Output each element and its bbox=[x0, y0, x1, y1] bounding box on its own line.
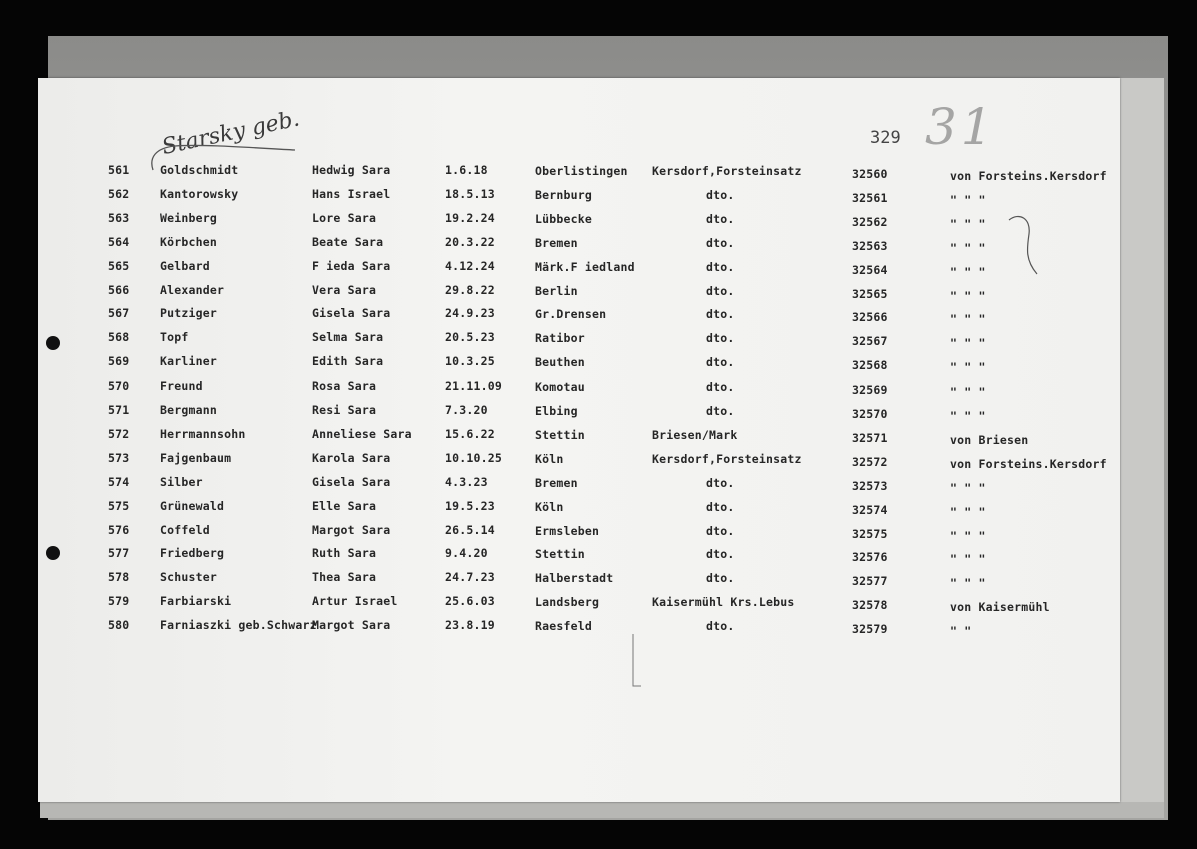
row-prisoner-number: 32576 bbox=[852, 550, 888, 565]
row-first-name: Edith Sara bbox=[312, 354, 384, 369]
row-prisoner-number: 32577 bbox=[852, 574, 888, 589]
row-first-name: Gisela Sara bbox=[312, 474, 391, 489]
row-camp: dto. bbox=[706, 523, 735, 538]
row-first-name: Vera Sara bbox=[312, 282, 377, 297]
row-camp: dto. bbox=[706, 307, 735, 322]
row-origin: " " " bbox=[950, 504, 986, 519]
row-birth-date: 10.10.25 bbox=[445, 450, 502, 465]
row-origin: " " " bbox=[950, 192, 986, 207]
row-prisoner-number: 32568 bbox=[852, 358, 888, 373]
row-origin: " " " bbox=[950, 480, 986, 495]
row-birth-date: 24.7.23 bbox=[445, 570, 495, 585]
row-birth-date: 29.8.22 bbox=[445, 282, 495, 297]
row-first-name: Resi Sara bbox=[312, 403, 377, 417]
row-camp: dto. bbox=[706, 547, 735, 562]
row-entry-number: 568 bbox=[108, 330, 130, 345]
row-birthplace: Ermsleben bbox=[535, 523, 600, 538]
row-surname: Silber bbox=[160, 474, 203, 489]
row-first-name: Hedwig Sara bbox=[312, 163, 391, 177]
row-camp: dto. bbox=[706, 499, 735, 514]
row-entry-number: 579 bbox=[108, 594, 130, 609]
row-birth-date: 21.11.09 bbox=[445, 379, 502, 394]
row-first-name: Thea Sara bbox=[312, 570, 377, 585]
row-surname: Alexander bbox=[160, 282, 225, 297]
row-first-name: Elle Sara bbox=[312, 498, 377, 513]
row-birth-date: 18.5.13 bbox=[445, 186, 495, 201]
row-first-name: Anneliese Sara bbox=[312, 426, 412, 441]
row-prisoner-number: 32567 bbox=[852, 334, 888, 349]
row-entry-number: 573 bbox=[108, 450, 130, 465]
row-first-name: Rosa Sara bbox=[312, 379, 377, 394]
row-birthplace: Märk.F iedland bbox=[535, 259, 635, 274]
row-birthplace: Landsberg bbox=[535, 595, 600, 610]
row-first-name: Hans Israel bbox=[312, 186, 391, 201]
row-prisoner-number: 32570 bbox=[852, 407, 888, 421]
row-prisoner-number: 32560 bbox=[852, 167, 888, 181]
row-camp: Kersdorf,Forsteinsatz bbox=[652, 451, 802, 466]
row-birth-date: 10.3.25 bbox=[445, 354, 495, 369]
row-camp: dto. bbox=[706, 355, 735, 370]
row-birthplace: Raesfeld bbox=[535, 619, 592, 634]
row-birth-date: 25.6.03 bbox=[445, 594, 495, 609]
row-camp: Briesen/Mark bbox=[652, 427, 738, 442]
row-origin: " " " bbox=[950, 409, 986, 423]
row-prisoner-number: 32561 bbox=[852, 190, 888, 205]
row-camp: dto. bbox=[706, 404, 735, 418]
row-surname: Farniaszki geb.Schwarz bbox=[160, 618, 317, 633]
row-birthplace: Komotau bbox=[535, 380, 585, 395]
row-origin: " " " bbox=[950, 336, 986, 351]
row-entry-number: 574 bbox=[108, 474, 130, 489]
row-first-name: Ruth Sara bbox=[312, 546, 377, 561]
row-entry-number: 576 bbox=[108, 522, 130, 537]
row-surname: Grünewald bbox=[160, 498, 225, 513]
row-entry-number: 565 bbox=[108, 258, 130, 273]
row-camp: dto. bbox=[706, 235, 735, 250]
row-first-name: Artur Israel bbox=[312, 594, 398, 609]
row-birth-date: 15.6.22 bbox=[445, 426, 495, 441]
row-surname: Schuster bbox=[160, 570, 217, 585]
sheet-edge-right bbox=[1120, 78, 1164, 814]
page-number: 329 bbox=[870, 128, 901, 148]
sheet-edge-bottom bbox=[40, 802, 1164, 818]
row-camp: dto. bbox=[706, 619, 735, 634]
row-birth-date: 4.3.23 bbox=[445, 474, 488, 489]
row-first-name: Selma Sara bbox=[312, 330, 384, 345]
row-camp: dto. bbox=[706, 283, 735, 298]
row-origin: " " " bbox=[950, 312, 986, 327]
row-origin: von Kaisermühl bbox=[950, 600, 1050, 615]
row-camp: Kaisermühl Krs.Lebus bbox=[652, 595, 795, 610]
row-camp: dto. bbox=[706, 571, 735, 586]
row-surname: Körbchen bbox=[160, 234, 217, 249]
punch-hole-bottom bbox=[46, 546, 60, 560]
row-surname: Kantorowsky bbox=[160, 186, 239, 201]
row-birth-date: 19.2.24 bbox=[445, 210, 495, 225]
row-surname: Freund bbox=[160, 379, 203, 394]
row-origin: " " " bbox=[950, 385, 986, 400]
row-entry-number: 578 bbox=[108, 570, 130, 585]
row-birthplace: Halberstadt bbox=[535, 571, 614, 586]
row-prisoner-number: 32575 bbox=[852, 526, 888, 541]
row-entry-number: 564 bbox=[108, 234, 130, 249]
row-birth-date: 20.5.23 bbox=[445, 330, 495, 345]
row-camp: dto. bbox=[706, 187, 735, 202]
row-origin: " " " bbox=[950, 552, 986, 567]
row-prisoner-number: 32564 bbox=[852, 262, 888, 277]
row-birth-date: 23.8.19 bbox=[445, 618, 495, 633]
handwritten-annotation: Starsky geb. bbox=[159, 106, 302, 160]
row-origin: " " " bbox=[950, 264, 986, 279]
row-birth-date: 24.9.23 bbox=[445, 306, 495, 321]
row-entry-number: 562 bbox=[108, 186, 130, 201]
row-birth-date: 26.5.14 bbox=[445, 522, 495, 537]
row-origin: " " " bbox=[950, 240, 986, 255]
row-first-name: Margot Sara bbox=[312, 618, 391, 633]
row-surname: Farbiarski bbox=[160, 594, 232, 609]
row-entry-number: 563 bbox=[108, 210, 130, 225]
row-origin: " " bbox=[950, 624, 972, 639]
row-birth-date: 7.3.20 bbox=[445, 403, 488, 417]
row-surname: Herrmannsohn bbox=[160, 426, 246, 441]
row-origin: " " " bbox=[950, 288, 986, 303]
row-camp: dto. bbox=[706, 475, 735, 490]
row-surname: Gelbard bbox=[160, 258, 210, 273]
row-camp: dto. bbox=[706, 211, 735, 226]
row-camp: Kersdorf,Forsteinsatz bbox=[652, 164, 802, 178]
row-birth-date: 20.3.22 bbox=[445, 234, 495, 249]
row-birthplace: Berlin bbox=[535, 283, 578, 298]
row-first-name: Gisela Sara bbox=[312, 306, 391, 321]
row-birthplace: Bremen bbox=[535, 475, 578, 490]
row-prisoner-number: 32562 bbox=[852, 214, 888, 229]
row-entry-number: 561 bbox=[108, 163, 130, 177]
handwritten-folio-number: 31 bbox=[925, 98, 997, 156]
row-birthplace: Lübbecke bbox=[535, 211, 592, 226]
row-surname: Karliner bbox=[160, 354, 217, 369]
row-birthplace: Köln bbox=[535, 451, 564, 466]
row-birthplace: Stettin bbox=[535, 547, 585, 562]
row-origin: " " " bbox=[950, 576, 986, 591]
row-surname: Fajgenbaum bbox=[160, 450, 232, 465]
row-first-name: Beate Sara bbox=[312, 234, 384, 249]
row-entry-number: 580 bbox=[108, 618, 130, 633]
row-prisoner-number: 32563 bbox=[852, 238, 888, 253]
pen-scribble bbox=[1005, 212, 1045, 278]
row-entry-number: 570 bbox=[108, 379, 130, 394]
row-entry-number: 572 bbox=[108, 426, 130, 441]
row-birth-date: 19.5.23 bbox=[445, 498, 495, 513]
row-prisoner-number: 32566 bbox=[852, 310, 888, 325]
row-prisoner-number: 32569 bbox=[852, 383, 888, 398]
row-entry-number: 577 bbox=[108, 546, 130, 561]
row-birthplace: Gr.Drensen bbox=[535, 307, 607, 322]
row-surname: Weinberg bbox=[160, 210, 217, 225]
row-camp: dto. bbox=[706, 259, 735, 274]
row-surname: Bergmann bbox=[160, 403, 217, 417]
row-prisoner-number: 32565 bbox=[852, 286, 888, 301]
row-prisoner-number: 32574 bbox=[852, 502, 888, 517]
row-birthplace: Ratibor bbox=[535, 331, 585, 346]
row-first-name: Lore Sara bbox=[312, 210, 377, 225]
row-surname: Coffeld bbox=[160, 522, 210, 537]
row-entry-number: 571 bbox=[108, 403, 130, 417]
row-surname: Topf bbox=[160, 330, 189, 345]
row-birthplace: Elbing bbox=[535, 404, 578, 418]
row-entry-number: 575 bbox=[108, 498, 130, 513]
punch-hole-top bbox=[46, 336, 60, 350]
row-origin: " " " bbox=[950, 528, 986, 543]
row-first-name: Karola Sara bbox=[312, 450, 391, 465]
row-entry-number: 566 bbox=[108, 282, 130, 297]
row-birth-date: 9.4.20 bbox=[445, 546, 488, 561]
row-surname: Friedberg bbox=[160, 546, 225, 561]
row-birthplace: Köln bbox=[535, 499, 564, 514]
row-prisoner-number: 32578 bbox=[852, 598, 888, 613]
row-entry-number: 567 bbox=[108, 306, 130, 321]
row-birthplace: Stettin bbox=[535, 427, 585, 442]
row-prisoner-number: 32572 bbox=[852, 454, 888, 469]
row-birthplace: Bernburg bbox=[535, 187, 592, 202]
pen-mark bbox=[625, 630, 645, 690]
row-prisoner-number: 32579 bbox=[852, 622, 888, 637]
row-birth-date: 1.6.18 bbox=[445, 163, 488, 177]
row-surname: Goldschmidt bbox=[160, 163, 239, 177]
row-origin: von Forsteins.Kersdorf bbox=[950, 169, 1107, 183]
row-birthplace: Oberlistingen bbox=[535, 164, 628, 178]
row-first-name: F ieda Sara bbox=[312, 258, 391, 273]
row-birth-date: 4.12.24 bbox=[445, 258, 495, 273]
row-prisoner-number: 32573 bbox=[852, 478, 888, 493]
row-surname: Putziger bbox=[160, 306, 217, 321]
row-origin: " " " bbox=[950, 360, 986, 375]
row-origin: von Briesen bbox=[950, 432, 1029, 447]
row-first-name: Margot Sara bbox=[312, 522, 391, 537]
row-origin: von Forsteins.Kersdorf bbox=[950, 456, 1107, 471]
row-birthplace: Beuthen bbox=[535, 355, 585, 370]
row-camp: dto. bbox=[706, 331, 735, 346]
row-camp: dto. bbox=[706, 380, 735, 395]
row-birthplace: Bremen bbox=[535, 235, 578, 250]
row-prisoner-number: 32571 bbox=[852, 430, 888, 445]
row-entry-number: 569 bbox=[108, 354, 130, 369]
row-origin: " " " bbox=[950, 216, 986, 231]
